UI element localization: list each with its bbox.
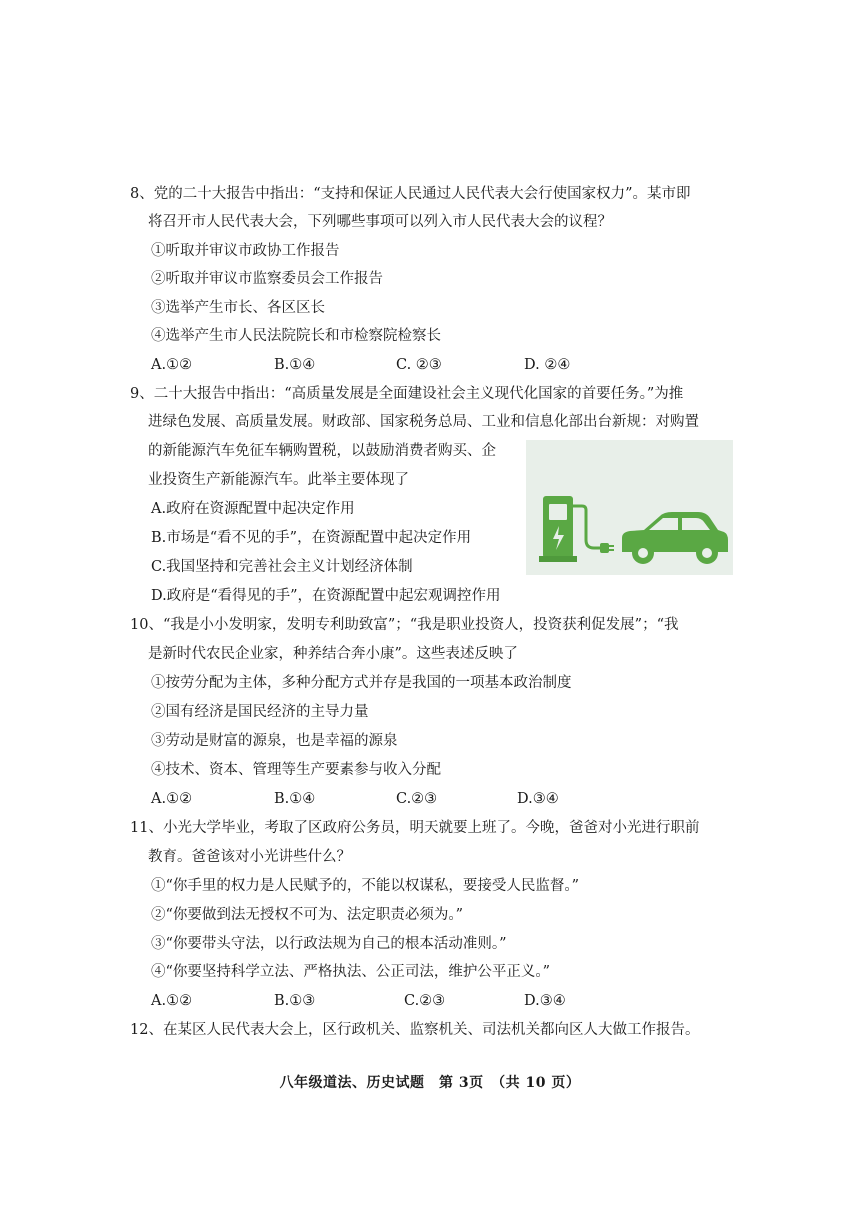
q9-stem-line-3: 的新能源汽车免征车辆购置税，以鼓励消费者购买、企 bbox=[148, 443, 496, 459]
q10-statement-4: ④技术、资本、管理等生产要素参与收入分配 bbox=[151, 762, 441, 778]
q11-choice-c: C.②③ bbox=[404, 993, 446, 1009]
q11-statement-2: ②“你要做到法无授权不可为、法定职责必须为。” bbox=[151, 907, 464, 923]
q11-choice-d: D.③④ bbox=[524, 993, 566, 1009]
page-footer: 八年级道法、历史试题 第 3页 （共 10 页） bbox=[279, 1075, 581, 1091]
q11-choice-b: B.①③ bbox=[274, 993, 316, 1009]
q11-stem-line-1: 11、小光大学毕业，考取了区政府公务员，明天就要上班了。今晚，爸爸对小光进行职前 bbox=[130, 820, 700, 836]
q10-statement-2: ②国有经济是国民经济的主导力量 bbox=[151, 704, 369, 720]
q9-stem-line-2: 进绿色发展、高质量发展。财政部、国家税务总局、工业和信息化部出台新规：对购置 bbox=[148, 414, 699, 430]
ev-charging-illustration bbox=[526, 440, 733, 575]
q8-stem-line-2: 将召开市人民代表大会，下列哪些事项可以列入市人民代表大会的议程？ bbox=[148, 214, 612, 230]
q11-statement-1: ①“你手里的权力是人民赋予的，不能以权谋私，要接受人民监督。” bbox=[151, 878, 580, 894]
q10-stem-line-1: 10、“我是小小发明家，发明专利助致富”；“我是职业投资人，投资获利促发展”；“我 bbox=[130, 617, 679, 633]
q10-statement-1: ①按劳分配为主体，多种分配方式并存是我国的一项基本政治制度 bbox=[151, 675, 572, 691]
q12-stem-line-1: 12、在某区人民代表大会上，区行政机关、监察机关、司法机关都向区人大做工作报告。 bbox=[130, 1022, 700, 1038]
q10-choice-b: B.①④ bbox=[274, 791, 316, 807]
q9-option-c: C.我国坚持和完善社会主义计划经济体制 bbox=[151, 559, 413, 575]
q10-statement-3: ③劳动是财富的源泉，也是幸福的源泉 bbox=[151, 733, 398, 749]
q9-option-b: B.市场是“看不见的手”，在资源配置中起决定作用 bbox=[151, 530, 472, 546]
q8-choice-b: B.①④ bbox=[274, 357, 316, 373]
q9-option-d: D.政府是“看得见的手”，在资源配置中起宏观调控作用 bbox=[151, 588, 501, 604]
q8-statement-3: ③选举产生市长、各区区长 bbox=[151, 300, 325, 316]
q8-choice-c: C. ②③ bbox=[396, 357, 442, 373]
q8-statement-1: ①听取并审议市政协工作报告 bbox=[151, 243, 340, 259]
q9-stem-line-4: 业投资生产新能源汽车。此举主要体现了 bbox=[148, 472, 409, 488]
q8-choice-d: D. ②④ bbox=[524, 357, 571, 373]
q8-choice-a: A.①② bbox=[151, 357, 193, 373]
q8-stem-line-1: 8、党的二十大报告中指出：“支持和保证人民通过人民代表大会行使国家权力”。某市即 bbox=[130, 186, 691, 202]
q11-stem-line-2: 教育。爸爸该对小光讲些什么？ bbox=[148, 849, 351, 865]
q10-choice-a: A.①② bbox=[151, 791, 193, 807]
q10-stem-line-2: 是新时代农民企业家，种养结合奔小康”。这些表述反映了 bbox=[148, 646, 518, 662]
q11-statement-4: ④“你要坚持科学立法、严格执法、公正司法，维护公平正义。” bbox=[151, 964, 551, 980]
q9-stem-line-1: 9、二十大报告中指出：“高质量发展是全面建设社会主义现代化国家的首要任务。”为推 bbox=[130, 386, 684, 402]
q11-statement-3: ③“你要带头守法，以行政法规为自己的根本活动准则。” bbox=[151, 936, 507, 952]
q8-statement-4: ④选举产生市人民法院院长和市检察院检察长 bbox=[151, 328, 441, 344]
q8-statement-2: ②听取并审议市监察委员会工作报告 bbox=[151, 271, 383, 287]
q11-choice-a: A.①② bbox=[151, 993, 193, 1009]
q10-choice-c: C.②③ bbox=[396, 791, 438, 807]
q10-choice-d: D.③④ bbox=[517, 791, 559, 807]
q9-option-a: A.政府在资源配置中起决定作用 bbox=[151, 501, 355, 517]
